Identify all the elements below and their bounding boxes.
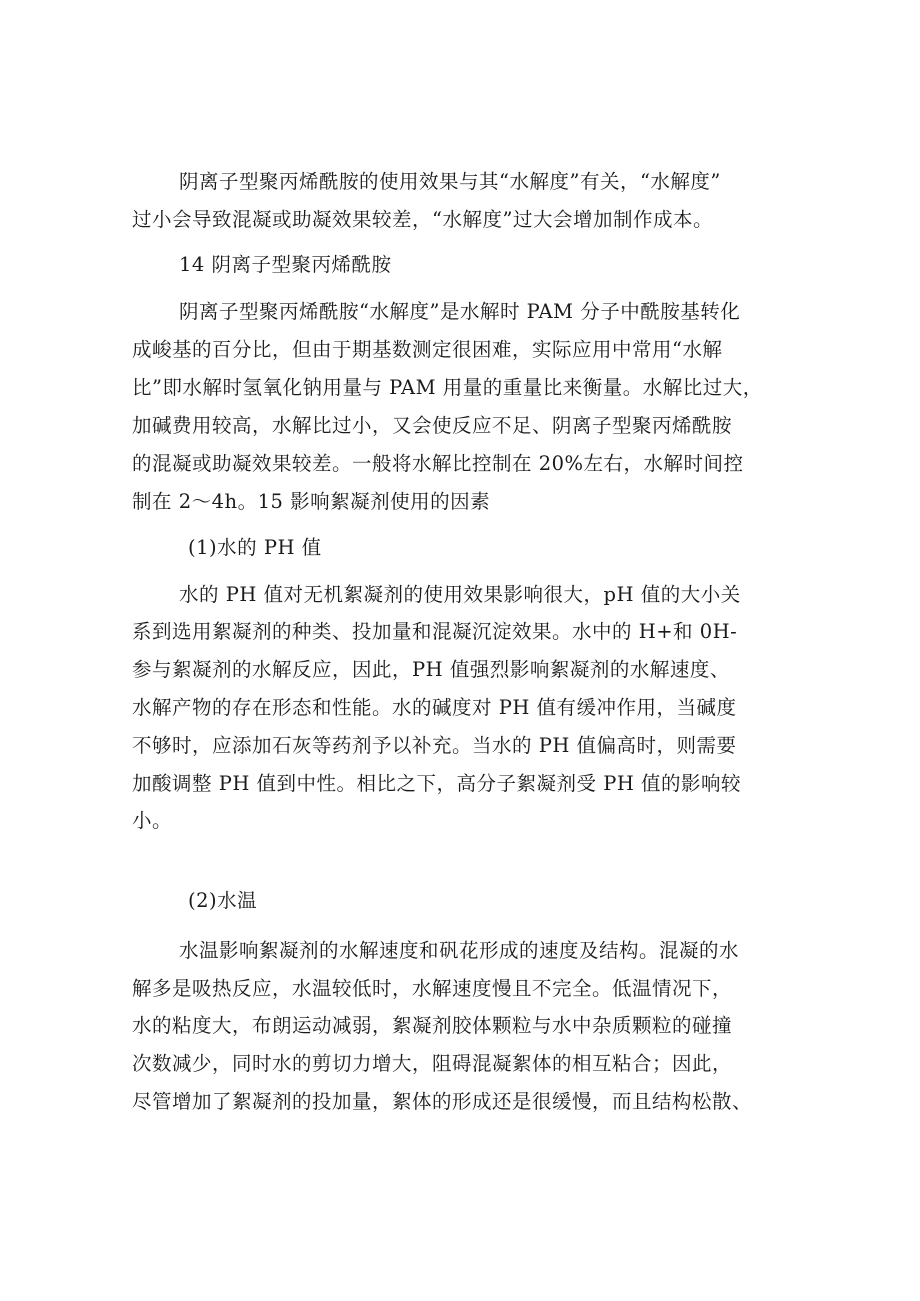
section-heading-14: 14 阴离子型聚丙烯酰胺 bbox=[179, 253, 392, 276]
paragraph-3-line-1: 水的 PH 值对无机絮凝剂的使用效果影响很大，pH 值的大小关 bbox=[179, 583, 741, 606]
paragraph-3-line-7: 小。 bbox=[132, 809, 173, 832]
paragraph-1-line-1: 阴离子型聚丙烯酰胺的使用效果与其“水解度”有关，“水解度” bbox=[179, 170, 721, 193]
paragraph-2-line-5: 的混凝或助凝效果较差。一般将水解比控制在 20%左右，水解时间控 bbox=[132, 452, 744, 475]
paragraph-3-line-4: 水解产物的存在形态和性能。水的碱度对 PH 值有缓冲作用，当碱度 bbox=[132, 696, 737, 719]
subheading-water-temperature: (2)水温 bbox=[188, 889, 258, 912]
paragraph-4-line-4: 次数减少，同时水的剪切力增大，阻碍混凝絮体的相互粘合；因此， bbox=[132, 1052, 733, 1075]
paragraph-2-line-3: 比”即水解时氢氧化钠用量与 PAM 用量的重量比来衡量。水解比过大， bbox=[132, 376, 763, 399]
paragraph-1-line-2: 过小会导致混凝或助凝效果较差，“水解度”过大会增加制作成本。 bbox=[132, 208, 713, 231]
paragraph-3-line-3: 参与絮凝剂的水解反应，因此，PH 值强烈影响絮凝剂的水解速度、 bbox=[132, 658, 730, 681]
paragraph-3-line-6: 加酸调整 PH 值到中性。相比之下，高分子絮凝剂受 PH 值的影响较 bbox=[132, 772, 742, 795]
paragraph-2-line-1: 阴离子型聚丙烯酰胺“水解度”是水解时 PAM 分子中酰胺基转化 bbox=[179, 300, 741, 323]
paragraph-4-line-5: 尽管增加了絮凝剂的投加量，絮体的形成还是很缓慢，而且结构松散、 bbox=[132, 1090, 753, 1113]
paragraph-3-line-5: 不够时，应添加石灰等药剂予以补充。当水的 PH 值偏高时，则需要 bbox=[132, 734, 737, 757]
paragraph-2-line-6: 制在 2～4h。15 影响絮凝剂使用的因素 bbox=[132, 490, 491, 513]
paragraph-4-line-1: 水温影响絮凝剂的水解速度和矾花形成的速度及结构。混凝的水 bbox=[179, 939, 740, 962]
paragraph-4-line-3: 水的粘度大，布朗运动减弱，絮凝剂胶体颗粒与水中杂质颗粒的碰撞 bbox=[132, 1014, 733, 1037]
subheading-water-ph: (1)水的 PH 值 bbox=[188, 536, 322, 559]
paragraph-2-line-4: 加碱费用较高，水解比过小，又会使反应不足、阴离子型聚丙烯酰胺 bbox=[132, 414, 733, 437]
paragraph-3-line-2: 系到选用絮凝剂的种类、投加量和混凝沉淀效果。水中的 H+和 0H- bbox=[132, 620, 738, 643]
paragraph-4-line-2: 解多是吸热反应，水温较低时，水解速度慢且不完全。低温情况下， bbox=[132, 977, 733, 1000]
paragraph-2-line-2: 成峻基的百分比，但由于期基数测定很困难，实际应用中常用“水解 bbox=[132, 338, 723, 361]
